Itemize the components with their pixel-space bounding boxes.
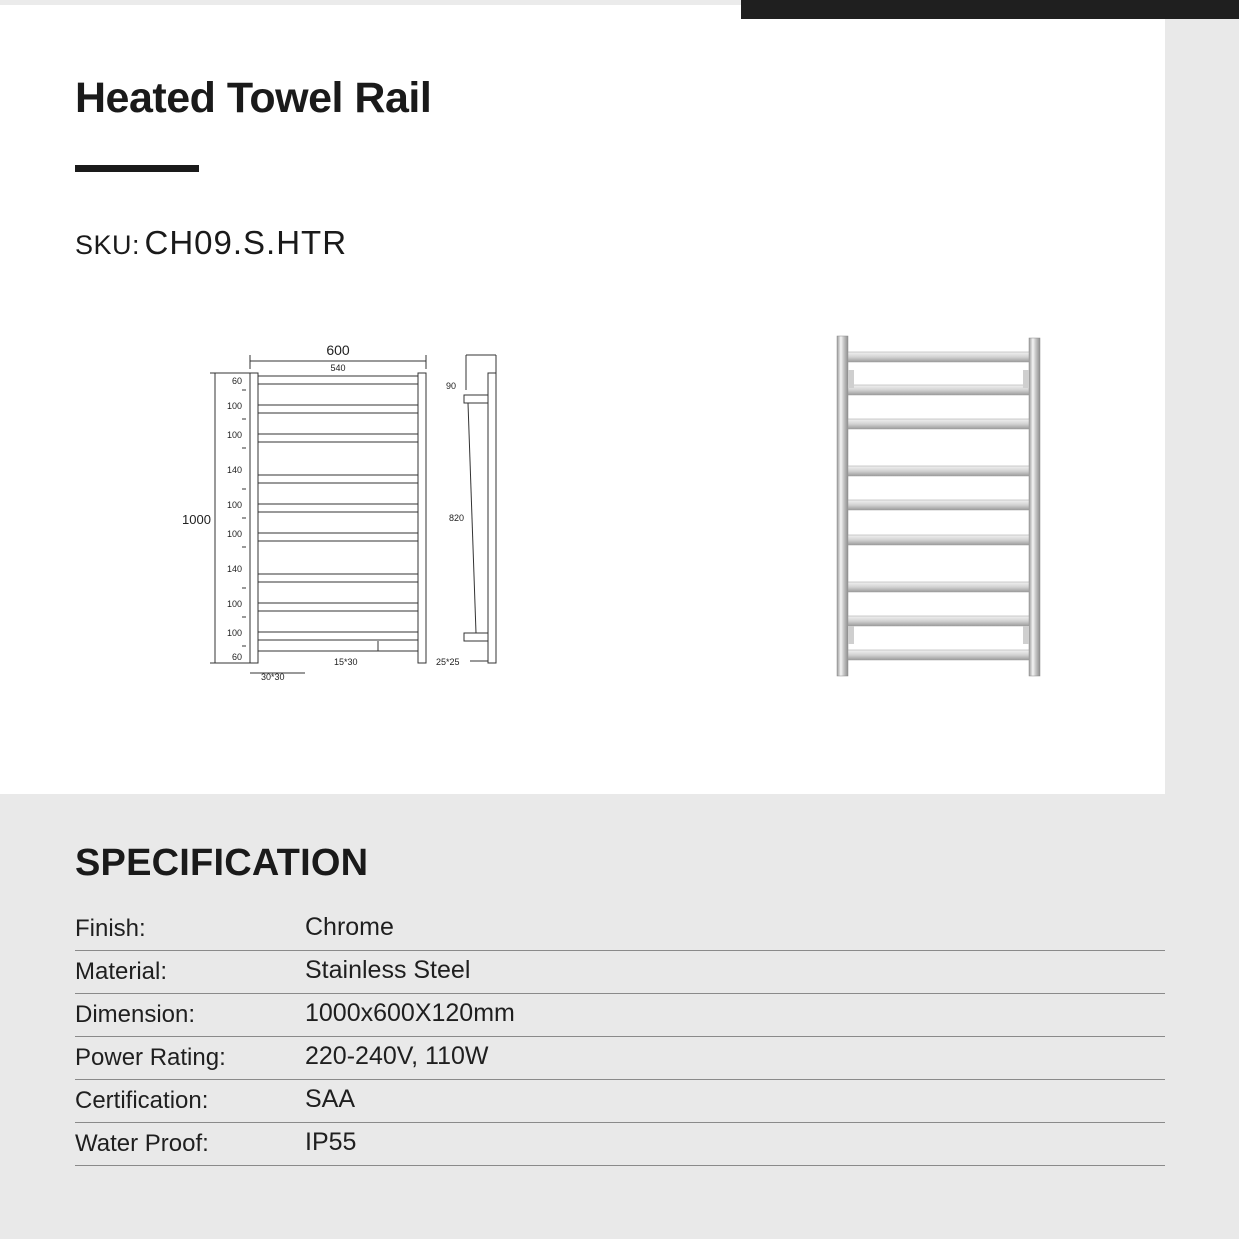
spacing-label: 100 <box>226 401 242 411</box>
spec-value: Chrome <box>305 913 394 941</box>
spec-label: Power Rating: <box>75 1044 226 1071</box>
title-underline <box>75 165 199 172</box>
dim-wall-spacing: 820 <box>449 513 465 523</box>
dim-bracket: 25*25 <box>436 657 460 667</box>
dim-side-tube: 30*30 <box>261 672 285 682</box>
product-photo <box>830 330 1045 680</box>
spacing-label: 140 <box>226 465 242 475</box>
spec-value: 1000x600X120mm <box>305 999 515 1027</box>
spec-row-certification <box>75 1080 1165 1123</box>
sku-value: CH09.S.HTR <box>144 224 348 261</box>
spec-label: Finish: <box>75 915 146 942</box>
spacing-label: 100 <box>226 500 242 510</box>
spacing-label: 100 <box>226 529 242 539</box>
spacing-label: 100 <box>226 430 242 440</box>
spec-row-dimension <box>75 994 1165 1037</box>
sku-label: SKU: <box>75 230 141 260</box>
spec-value: SAA <box>305 1085 356 1113</box>
spec-row-finish <box>75 908 1165 951</box>
spec-row-water-proof <box>75 1123 1165 1166</box>
spec-label: Material: <box>75 958 168 985</box>
dim-bar-tube: 15*30 <box>334 657 358 667</box>
specification-table <box>75 908 1165 1166</box>
dim-depth-top: 90 <box>446 381 457 391</box>
dim-overall-height: 1000 <box>182 512 211 527</box>
photo-rails <box>848 352 1029 660</box>
spec-label: Dimension: <box>75 1001 196 1028</box>
dim-overall-width: 600 <box>326 342 350 358</box>
spec-label: Certification: <box>75 1087 209 1114</box>
drawing-rails <box>258 376 418 640</box>
spec-row-material <box>75 951 1165 994</box>
right-gutter <box>1165 19 1239 794</box>
sku-line <box>75 224 347 262</box>
top-strip-dark <box>741 0 1239 19</box>
rail-spacing-labels <box>227 376 242 662</box>
technical-drawing <box>170 335 510 685</box>
page-title: Heated Towel Rail <box>75 74 432 122</box>
spec-value: 220-240V, 110W <box>305 1042 489 1070</box>
spacing-label: 60 <box>231 652 242 662</box>
specification-heading: SPECIFICATION <box>75 842 369 884</box>
spacing-label: 100 <box>226 599 242 609</box>
spec-row-power-rating <box>75 1037 1165 1080</box>
spacing-label: 100 <box>226 628 242 638</box>
spec-label: Water Proof: <box>75 1130 209 1157</box>
spacing-label: 60 <box>231 376 242 386</box>
spec-value: IP55 <box>305 1128 357 1156</box>
spec-value: Stainless Steel <box>305 956 471 984</box>
spacing-label: 140 <box>226 564 242 574</box>
dim-inner-width: 540 <box>330 363 346 373</box>
